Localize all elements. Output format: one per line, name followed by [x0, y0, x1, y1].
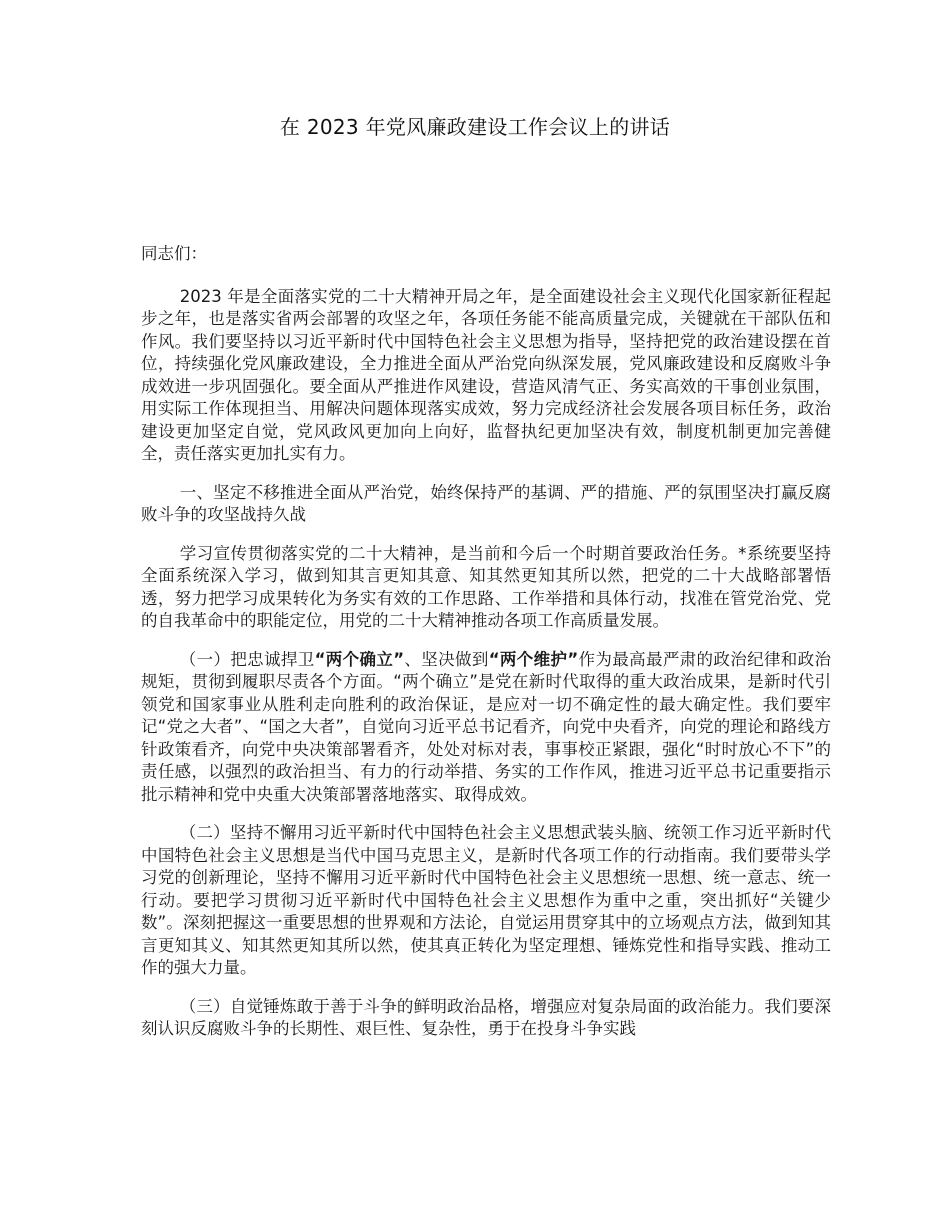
- section-1-rest: 作为最高最严肃的政治纪律和政治规矩，贯彻到履职尽责各个方面。“两个确立”是党在新时代取得的重大政治成果，是新时代引领党和国家事业从胜利走向胜利的政治保证，是应对一切不确定性的最大确定性。我们要牢记“党之大者”、“国之大者”，自觉向习近平总书记看齐，向党中央看齐，向党的理论和路线方针政策看齐，向党中央决策部署看齐，处处对标对表，事事校正紧跟，强化“时时放心不下”的责任感，以强烈的政治担当、有力的行动举措、务实的工作作风，推进习近平总书记重要指示批示精神和党中央重大决策部署落地落实、取得成效。: [141, 649, 832, 804]
- paragraph-section-1: [141, 649, 831, 807]
- salutation: 同志们：: [141, 244, 207, 263]
- paragraph-intro: 2023 年是全面落实党的二十大精神开局之年，是全面建设社会主义现代化国家新征程起步之年，也是落实省两会部署的攻坚之年，各项任务能不能高质量完成，关键就在干部队伍和作风。我们要坚持以习近平新时代中国特色社会主义思想为指导，坚持把党的政治建设摆在首位，持续强化党风廉政建设，全力推进全面从严治党向纵深发展，党风廉政建设和反腐败斗争成效进一步巩固强化。要全面从严推进作风建设，营造风清气正、务实高效的干事创业氛围，用实际工作体现担当、用解决问题体现落实成效，努力完成经济社会发展各项目标任务，政治建设更加坚定自觉，党风政风更加向上向好，监督执纪更加坚决有效，制度机制更加完善健全，责任落实更加扎实有力。: [141, 286, 831, 463]
- document-title: 在 2023 年党风廉政建设工作会议上的讲话: [279, 115, 671, 139]
- section-heading-1: 一、坚定不移推进全面从严治党，始终保持严的基调、严的措施、严的氛围坚决打赢反腐败斗争的攻坚战持久战: [141, 482, 831, 524]
- paragraph-study: 学习宣传贯彻落实党的二十大精神，是当前和今后一个时期首要政治任务。*系统要坚持全面系统深入学习，做到知其言更知其意、知其然更知其所以然，把党的二十大战略部署悟透，努力把学习成果转化为务实有效的工作思路、工作举措和具体行动，找准在管党治党、党的自我革命中的职能定位，用党的二十大精神推动各项工作高质量发展。: [141, 543, 831, 630]
- quote-two-safeguards: “两个维护”: [488, 649, 579, 669]
- document-body: [141, 243, 831, 1057]
- section-1-lead: （一）把忠诚捍卫: [179, 649, 315, 669]
- paragraph-section-2: （二）坚持不懈用习近平新时代中国特色社会主义思想武装头脑、统领工作习近平新时代中国特色社会主义思想是当代中国马克思主义，是新时代各项工作的行动指南。我们要带头学习党的创新理论，坚持不懈用习近平新时代中国特色社会主义思想统一思想、统一意志、统一行动。要把学习贯彻习近平新时代中国特色社会主义思想作为重中之重，突出抓好“关键少数”。深刻把握这一重要思想的世界观和方法论，自觉运用贯穿其中的立场观点方法，做到知其言更知其义、知其然更知其所以然，使其真正转化为坚定理想、锤炼党性和指导实践、推动工作的强大力量。: [141, 823, 831, 977]
- paragraph-section-3: （三）自觉锤炼敢于善于斗争的鲜明政治品格，增强应对复杂局面的政治能力。我们要深刻认识反腐败斗争的长期性、艰巨性、复杂性，勇于在投身斗争实践: [141, 996, 831, 1038]
- quote-two-establishments: “两个确立”: [314, 649, 405, 669]
- section-1-mid: 、坚决做到: [404, 649, 489, 669]
